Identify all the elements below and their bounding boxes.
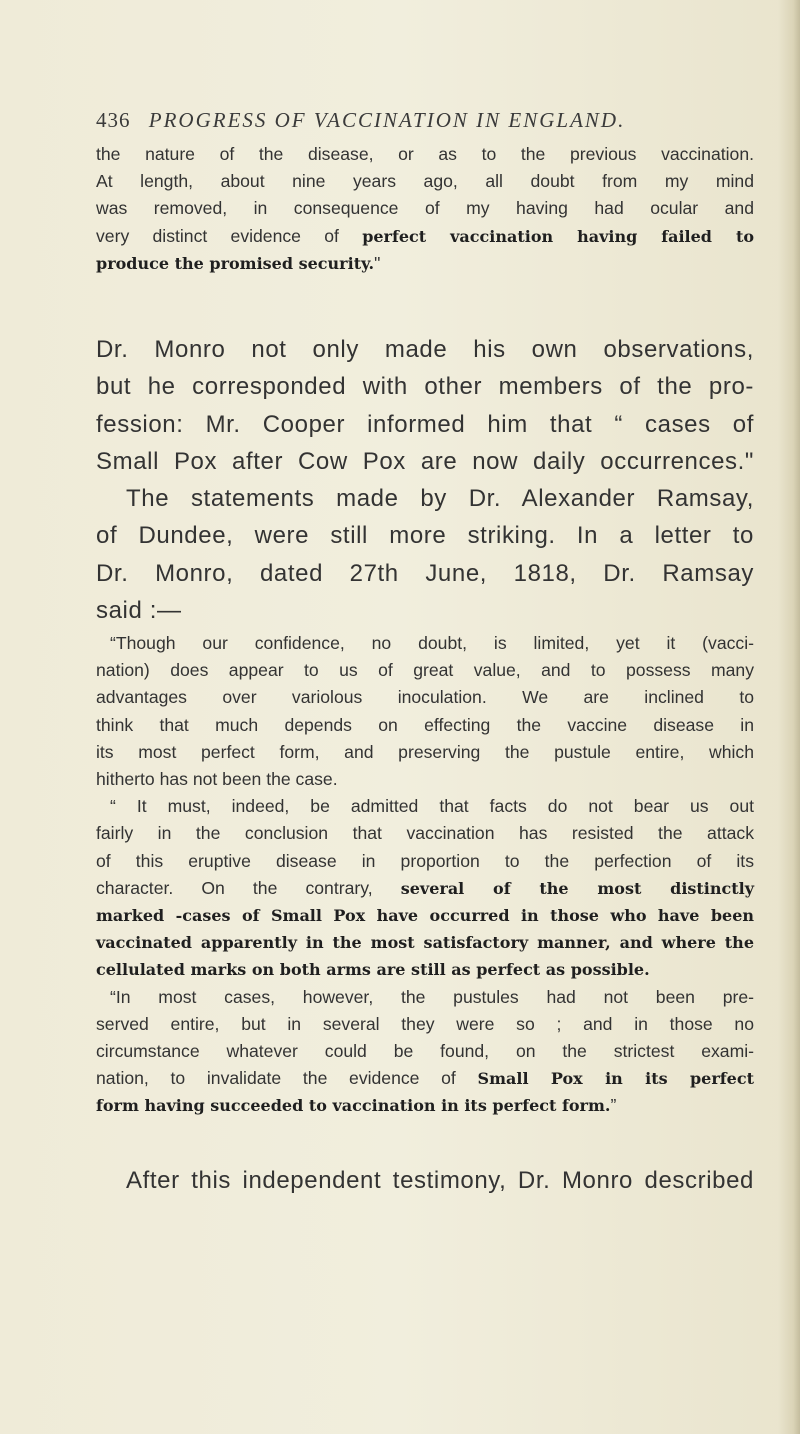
page-edge-shadow: [778, 0, 800, 1434]
text-line: of this eruptive disease in proportion to the perfection of its: [96, 850, 754, 871]
text-line: nation, to invalidate the evidence of Small Pox in its perfect: [96, 1068, 754, 1089]
text-line: very distinct evidence of perfect vaccination having failed to: [96, 225, 755, 246]
text-line: served entire, but in several they were so ; and in those no: [96, 1013, 754, 1034]
text-line: think that much depends on effecting the vaccine disease in: [96, 714, 754, 735]
text-line: Dr. Monro, dated 27th June, 1818, Dr. Ramsay: [96, 559, 754, 587]
text-line: nation) does appear to us of great value, and to possess many: [96, 660, 754, 681]
text-line: fession: Mr. Cooper informed him that “ cases of: [96, 410, 754, 438]
text-line: Small Pox after Cow Pox are now daily occurrences.": [96, 447, 754, 475]
text-line: was removed, in consequence of my having had ocular and: [96, 198, 754, 219]
running-header: [96, 108, 756, 133]
text-line: form having succeeded to vaccination in its perfect form.”: [96, 1095, 617, 1116]
emphasis-line: cellulated marks on both arms are still as perfect as possible.: [96, 960, 650, 980]
text-line: “In most cases, however, the pustules had not been pre-: [110, 986, 754, 1007]
body-paragraph-2: [96, 1162, 754, 1199]
emphasis-text: form having succeeded to vaccination in its perfect form.: [96, 1096, 611, 1116]
text-line: The statements made by Dr. Alexander Ramsay,: [126, 485, 754, 513]
text-line: its most perfect form, and preserving the pustule entire, which: [96, 741, 754, 762]
body-paragraph-1: [96, 331, 754, 629]
text-line: “Though our confidence, no doubt, is limited, yet it (vacci-: [110, 633, 754, 653]
text-line: circumstance whatever could be found, on the strictest exami-: [96, 1041, 754, 1062]
text-line: “ It must, indeed, be admitted that facts do not bear us out: [110, 796, 754, 817]
text-line: produce the promised security.": [96, 252, 381, 273]
text-line: advantages over variolous inoculation. We are inclined to: [96, 687, 754, 708]
running-title: PROGRESS OF VACCINATION IN ENGLAND.: [148, 108, 626, 132]
text-line: said :—: [96, 597, 182, 625]
quote-continuation: [96, 141, 754, 277]
emphasis-text: several of the most distinctly: [400, 878, 755, 898]
text-line: fairly in the conclusion that vaccination has resisted the attack: [96, 823, 754, 844]
text-line: the nature of the disease, or as to the previous vaccination.: [96, 144, 754, 164]
text-line: Dr. Monro not only made his own observations,: [96, 336, 754, 363]
text-line: After this independent testimony, Dr. Monro described: [126, 1167, 754, 1194]
text-line: character. On the contrary, several of the most distinctly: [96, 877, 755, 898]
text-line: At length, about nine years ago, all doubt from my mind: [96, 171, 754, 192]
emphasis-text: Small Pox in its perfect: [477, 1069, 754, 1089]
emphasis-line: vaccinated apparently in the most satisfactory manner, and where the: [96, 933, 754, 953]
emphasis-text: produce the promised security.: [96, 253, 375, 273]
page-number: 436: [96, 108, 131, 132]
ramsay-quotation: [96, 630, 754, 1120]
text-line: hitherto has not been the case.: [96, 769, 338, 790]
emphasis-text: perfect vaccination having failed to: [362, 226, 755, 246]
text-line: of Dundee, were still more striking. In a letter to: [96, 522, 754, 550]
text-line: but he corresponded with other members of the pro-: [96, 373, 754, 401]
emphasis-line: marked -cases of Small Pox have occurred in those who have been: [96, 906, 754, 926]
